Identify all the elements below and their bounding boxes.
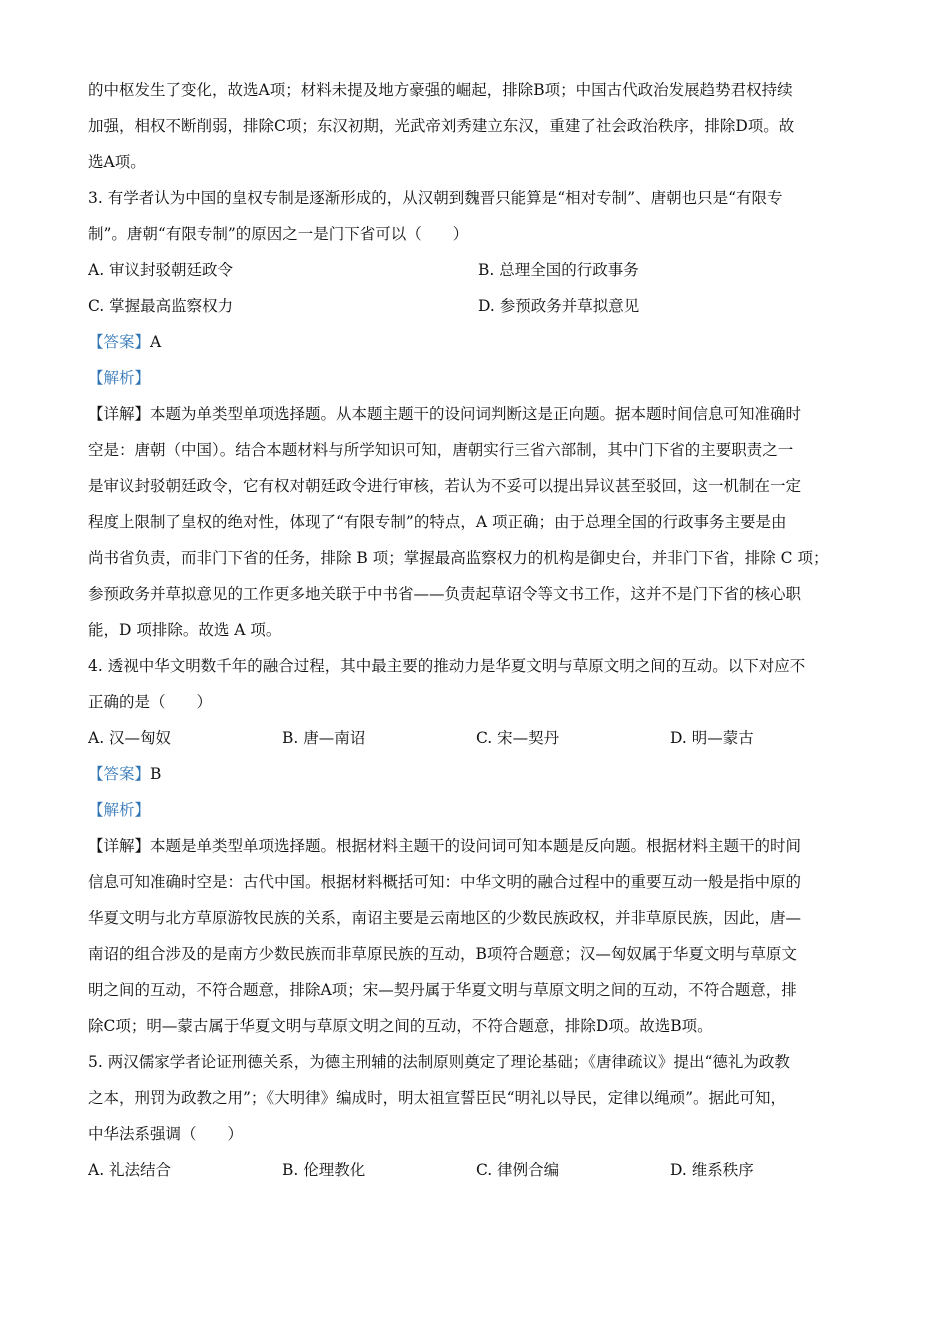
question-stem: 5. 两汉儒家学者论证刑德关系，为德主刑辅的法制原则奠定了理论基础；《唐律疏议》提出“德礼为政教 xyxy=(88,1053,790,1071)
answer-tag: 【答案】 xyxy=(88,765,151,783)
question-stem: 正确的是（ ） xyxy=(88,693,213,711)
question-3 xyxy=(88,180,868,648)
question-stem: 3. 有学者认为中国的皇权专制是逐渐形成的，从汉朝到魏晋只能算是“相对专制”、唐朝也只是“有限专 xyxy=(88,189,783,207)
options-row xyxy=(88,720,868,756)
option-a: A. 审议封驳朝廷政令 xyxy=(88,261,234,279)
analysis-tag: 【解析】 xyxy=(88,801,151,819)
detail-text: 能，D 项排除。故选 A 项。 xyxy=(88,621,282,639)
option-d: D. 明—蒙古 xyxy=(670,729,754,747)
analysis-line xyxy=(88,360,868,396)
answer-line xyxy=(88,324,868,360)
text-line: 加强，相权不断削弱，排除C项；东汉初期，光武帝刘秀建立东汉，重建了社会政治秩序，排除D项。故 xyxy=(88,117,795,135)
option-b: B. 唐—南诏 xyxy=(282,729,366,747)
answer-tag: 【答案】 xyxy=(88,333,151,351)
options-row xyxy=(88,252,868,288)
detail-text: 空是：唐朝（中国）。结合本题材料与所学知识可知，唐朝实行三省六部制，其中门下省的主要职责之一 xyxy=(88,441,794,459)
detail-text: 程度上限制了皇权的绝对性，体现了“有限专制”的特点，A 项正确；由于总理全国的行政事务主要是由 xyxy=(88,513,787,531)
option-b: B. 伦理教化 xyxy=(282,1161,366,1179)
page-content xyxy=(88,72,868,1188)
question-stem: 中华法系强调（ ） xyxy=(88,1125,244,1143)
question-stem: 之本，刑罚为政教之用”；《大明律》编成时，明太祖宣誓臣民“明礼以导民，定律以绳顽”。据此可知， xyxy=(88,1089,787,1107)
detail-tag: 【详解】 xyxy=(88,405,151,423)
analysis-tag: 【解析】 xyxy=(88,369,151,387)
question-stem: 制”。唐朝“有限专制”的原因之一是门下省可以（ ） xyxy=(88,225,469,243)
option-c: C. 掌握最高监察权力 xyxy=(88,297,234,315)
question-5 xyxy=(88,1044,868,1188)
answer-value: A xyxy=(150,333,162,351)
detail-text: 本题为单类型单项选择题。从本题主题干的设问词判断这是正向题。据本题时间信息可知准确时 xyxy=(150,405,802,423)
detail-text: 是审议封驳朝廷政令，它有权对朝廷政令进行审核，若认为不妥可以提出异议甚至驳回，这一机制在一定 xyxy=(88,477,802,495)
analysis-line xyxy=(88,792,868,828)
detail-text: 明之间的互动，不符合题意，排除A项；宋—契丹属于华夏文明与草原文明之间的互动，不符合题意，排 xyxy=(88,981,797,999)
question-stem: 4. 透视中华文明数千年的融合过程，其中最主要的推动力是华夏文明与草原文明之间的互动。以下对应不 xyxy=(88,657,806,675)
answer-value: B xyxy=(150,765,162,783)
option-c: C. 律例合编 xyxy=(476,1161,560,1179)
question-4 xyxy=(88,648,868,1044)
option-a: A. 汉—匈奴 xyxy=(88,729,172,747)
detail-text: 除C项；明—蒙古属于华夏文明与草原文明之间的互动，不符合题意，排除D项。故选B项。 xyxy=(88,1017,713,1035)
option-c: C. 宋—契丹 xyxy=(476,729,560,747)
detail-text: 南诏的组合涉及的是南方少数民族而非草原民族的互动，B项符合题意；汉—匈奴属于华夏文明与草原文 xyxy=(88,945,797,963)
option-b: B. 总理全国的行政事务 xyxy=(478,261,639,279)
option-d: D. 参预政务并草拟意见 xyxy=(478,297,640,315)
detail-line xyxy=(88,396,868,432)
answer-line xyxy=(88,756,868,792)
text-line: 的中枢发生了变化，故选A项；材料未提及地方豪强的崛起，排除B项；中国古代政治发展趋势君权持续 xyxy=(88,81,793,99)
detail-text: 参预政务并草拟意见的工作更多地关联于中书省——负责起草诏令等文书工作，这并不是门下省的核心职 xyxy=(88,585,802,603)
detail-line xyxy=(88,828,868,864)
options-row xyxy=(88,1152,868,1188)
option-d: D. 维系秩序 xyxy=(670,1161,754,1179)
option-a: A. 礼法结合 xyxy=(88,1161,172,1179)
detail-text: 尚书省负责，而非门下省的任务，排除 B 项；掌握最高监察权力的机构是御史台，并非门下省，排除 C 项； xyxy=(88,549,829,567)
detail-text: 信息可知准确时空是：古代中国。根据材料概括可知：中华文明的融合过程中的重要互动一般是指中原的 xyxy=(88,873,802,891)
options-row xyxy=(88,288,868,324)
detail-text: 华夏文明与北方草原游牧民族的关系，南诏主要是云南地区的少数民族政权，并非草原民族，因此，唐— xyxy=(88,909,802,927)
text-line: 选A项。 xyxy=(88,153,146,171)
detail-text: 本题是单类型单项选择题。根据材料主题干的设问词可知本题是反向题。根据材料主题干的时间 xyxy=(150,837,802,855)
detail-tag: 【详解】 xyxy=(88,837,151,855)
